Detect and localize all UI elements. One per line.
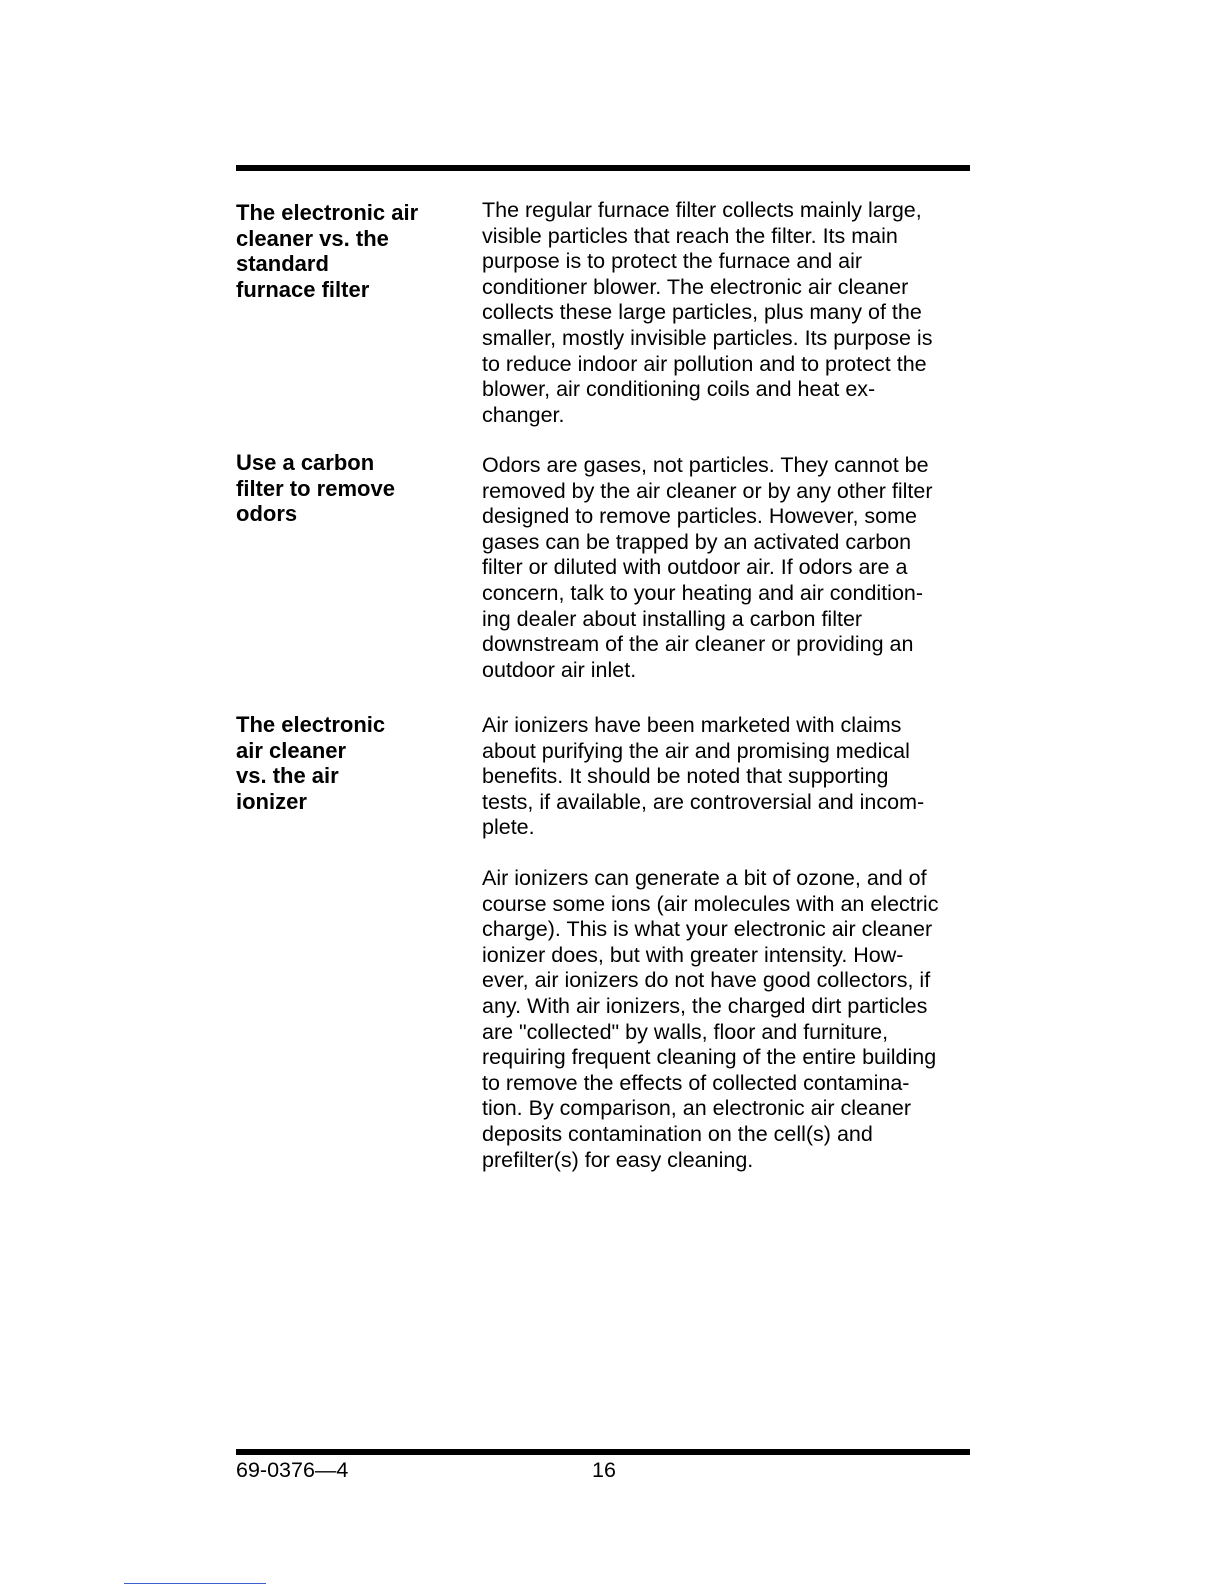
page-number: 16 — [592, 1458, 616, 1482]
bottom-rule — [236, 1449, 970, 1455]
section-paragraph-air-ionizer-ozone: Air ionizers can generate a bit of ozone, and of course some ions (air molecules with an electric charge). This is what your electronic air cleaner ionizer does, but with greater intensity. How- ever, air ionizers do not have good collectors, if any. With air ionizers, the charged dirt particles are "collected" by walls, floor and furniture, requiring frequent cleaning of the entire building to remove the effects of collected contamina- tion. By comparison, an electronic air cleaner deposits contamination on the cell(s) and prefilter(s) for easy cleaning. — [482, 866, 939, 1172]
document-number: 69-0376—4 — [236, 1458, 349, 1482]
section-heading-furnace-filter: The electronic air cleaner vs. the standard furnace filter — [236, 200, 419, 303]
section-heading-air-ionizer: The electronic air cleaner vs. the air ionizer — [236, 712, 386, 815]
scan-underline-mark — [124, 1583, 266, 1584]
section-paragraph-air-ionizer-claims: Air ionizers have been marketed with claims about purifying the air and promising medical benefits. It should be noted that supporting tests, if available, are controversial and incom- plete. — [482, 713, 925, 840]
section-paragraph-furnace-filter: The regular furnace filter collects mainly large, visible particles that reach the filter. Its main purpose is to protect the furnace and air conditioner blower. The electronic air cleaner collects these large particles, plus many of the smaller, mostly invisible particles. Its purpose is to reduce indoor air pollution and to protect the blower, air conditioning coils and heat ex- changer. — [482, 198, 933, 427]
top-rule — [236, 165, 970, 171]
section-heading-carbon-filter: Use a carbon filter to remove odors — [236, 450, 395, 527]
section-paragraph-carbon-filter: Odors are gases, not particles. They cannot be removed by the air cleaner or by any other filter designed to remove particles. However, some gases can be trapped by an activated carbon filter or diluted with outdoor air. If odors are a concern, talk to your heating and air condition- ing dealer about installing a carbon filter downstream of the air cleaner or providing an outdoor air inlet. — [482, 453, 933, 682]
